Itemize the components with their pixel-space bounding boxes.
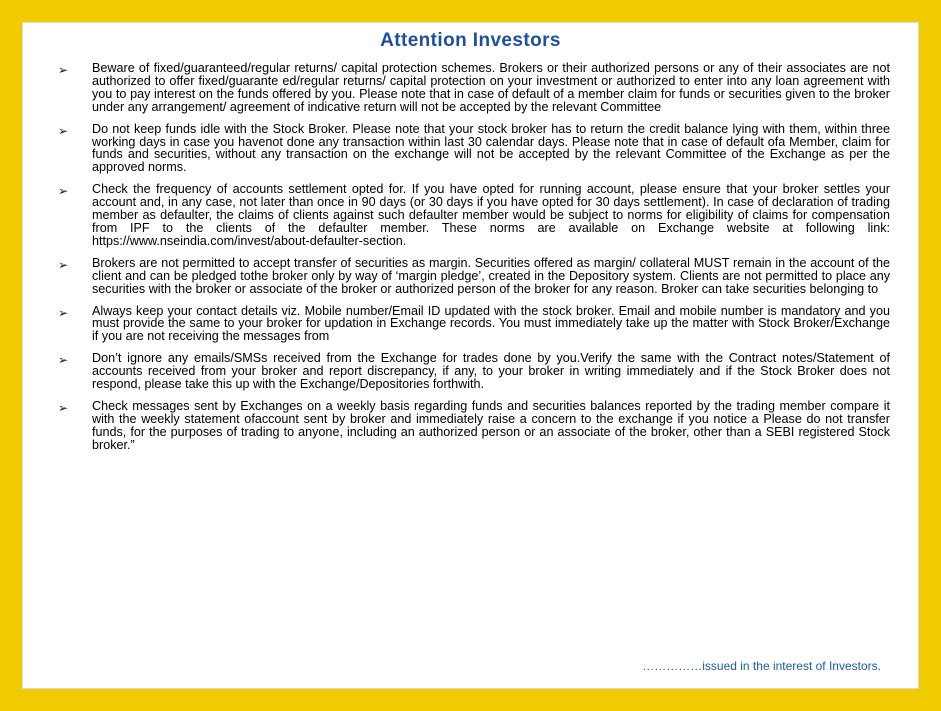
- bullet-text: Check the frequency of accounts settlement opted for. If you have opted for running account, please ensure that your broker settles your account and, in any case, not later than once in 90 days (or 30 days if you have opted for 30 days settlement). In case of declaration of trading member as defaulter, the claims of clients against such defaulter member would be subject to norms for eligibility of claims for compensation from IPF to the clients of the defaulter member. These norms are available on Exchange website at following link: https://www.nseindia.com/invest/about-defaulter-section.: [92, 182, 890, 248]
- bullet-text: Do not keep funds idle with the Stock Broker. Please note that your stock broker has to return the credit balance lying with them, within three working days in case you havenot done any transaction within last 30 calendar days. Please note that in case of default ofa Member, claim for funds and securities, without any transaction on the exchange will not be accepted by the relevant Committee of the Exchange as per the approved norms.: [92, 121, 890, 175]
- bullet-item: [58, 400, 890, 452]
- bullet-text: Always keep your contact details viz. Mobile number/Email ID updated with the stock broker. Email and mobile number is mandatory and you must provide the same to your broker for updation in Exchange records. You must immediately take up the matter with Stock Broker/Exchange if you are not receiving the messages from: [92, 303, 890, 344]
- bullet-list: [58, 62, 890, 461]
- arrow-bullet-icon: ➢: [58, 123, 69, 138]
- arrow-bullet-icon: ➢: [58, 257, 69, 272]
- arrow-bullet-icon: ➢: [58, 400, 69, 415]
- issued-note: ……………issued in the interest of Investors.: [642, 659, 881, 673]
- bullet-text: Brokers are not permitted to accept transfer of securities as margin. Securities offered as margin/ collateral MUST remain in the account of the client and can be pledged tothe broker only by way of ‘margin pledge’, created in the Depository system. Clients are not permitted to place any securities with the broker or associate of the broker or authorized person of the broker for any reason. Broker can take securities belonging to: [92, 255, 890, 296]
- bullet-text: Don’t ignore any emails/SMSs received from the Exchange for trades done by you.Verify the same with the Contract notes/Statement of accounts received from your broker and report discrepancy, if any, to your broker in writing immediately and if the Stock Broker does not respond, please take this up with the Exchange/Depositories forthwith.: [92, 351, 890, 392]
- arrow-bullet-icon: ➢: [58, 63, 69, 77]
- bullet-text: Beware of fixed/guaranteed/regular returns/ capital protection schemes. Brokers or their authorized persons or any of their associates are not authorized to offer fixed/guarante ed/regular returns/ capital protection on your investment or authorized to enter into any loan agreement with you to pay interest on the funds offered by you. Please note that in case of default of a member claim for funds or securities given to the broker under any arrangement/ agreement of indicative return will not be accepted by the relevant Committee: [92, 61, 890, 114]
- bullet-item: [58, 352, 890, 391]
- arrow-bullet-icon: ➢: [58, 353, 69, 368]
- bullet-item: [58, 305, 890, 344]
- bullet-item: [58, 183, 890, 248]
- arrow-bullet-icon: ➢: [58, 184, 69, 199]
- bullet-item: [58, 123, 890, 175]
- bullet-item: [58, 257, 890, 296]
- notice-title: Attention Investors: [380, 30, 561, 51]
- bullet-text: Check messages sent by Exchanges on a weekly basis regarding funds and securities balances reported by the trading member compare it with the weekly statement ofaccount sent by broker and immediately raise a concern to the exchange if you notice a Please do not transfer funds, for the purposes of trading to anyone, including an authorized person or an associate of the broker, other than a SEBI registered Stock broker.”: [92, 398, 890, 452]
- notice-panel: [22, 22, 919, 689]
- bullet-item: [58, 62, 890, 114]
- arrow-bullet-icon: ➢: [58, 305, 69, 320]
